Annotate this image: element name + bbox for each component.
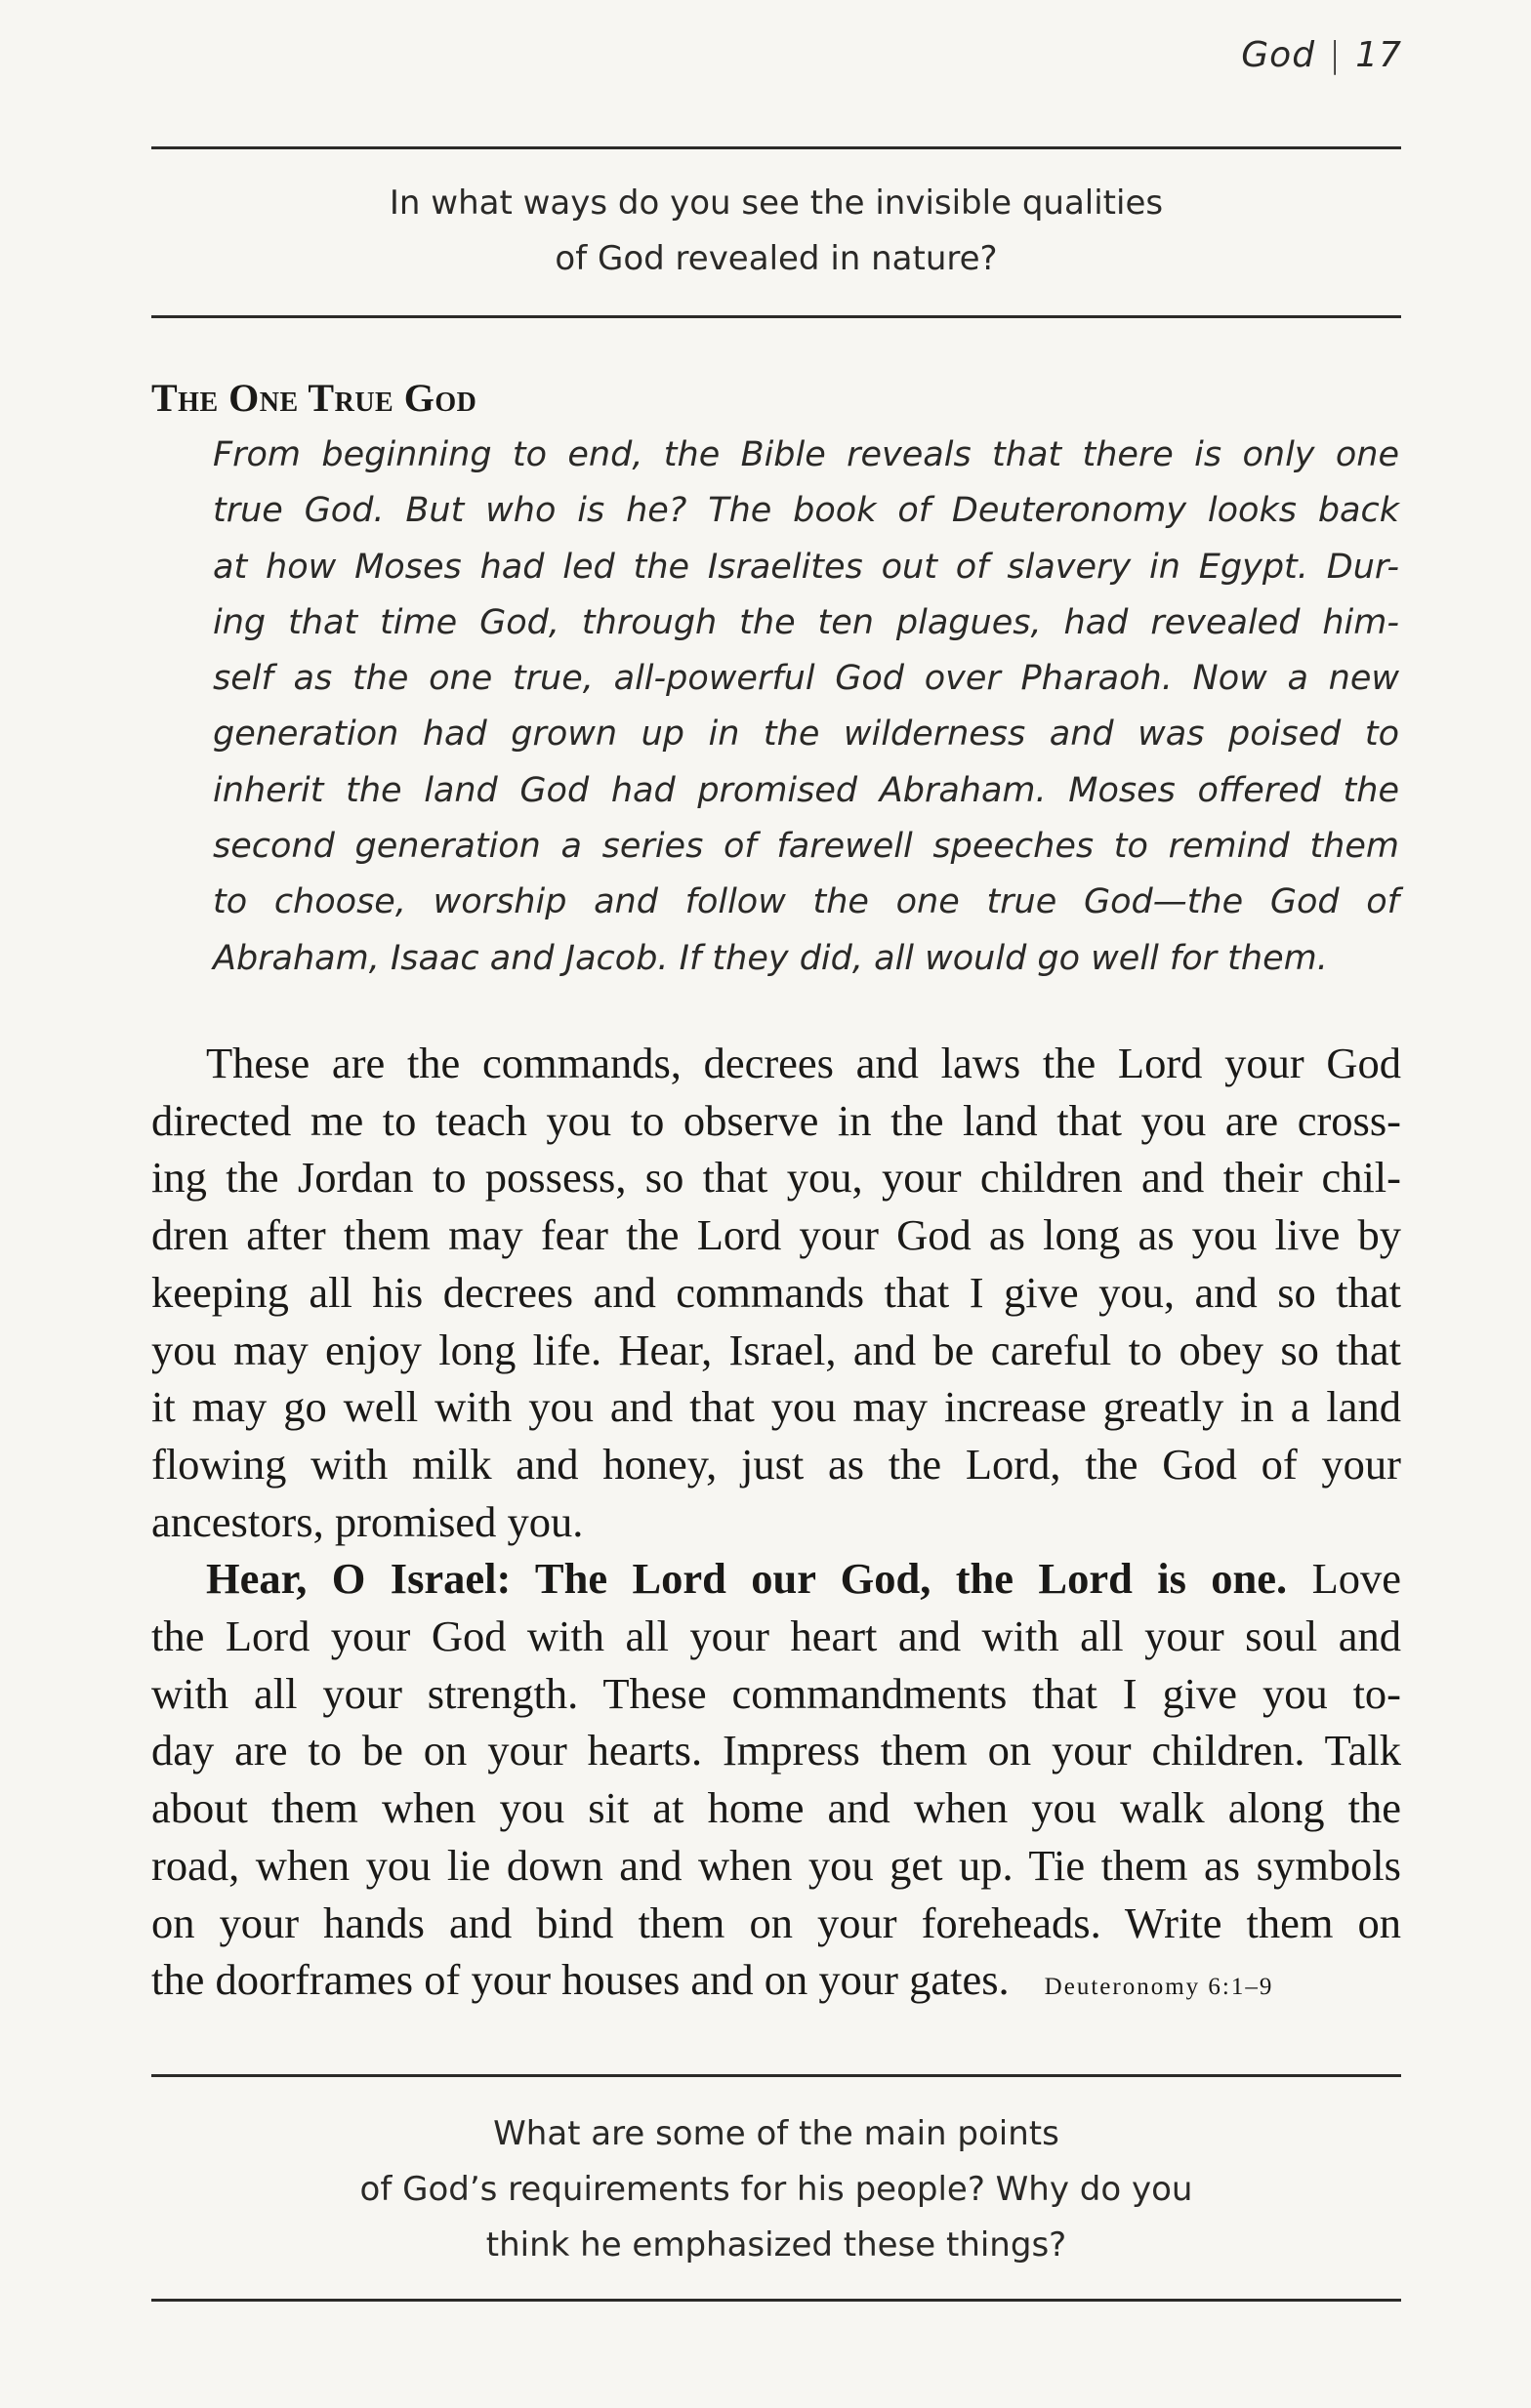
question-line: of God revealed in nature?: [555, 239, 998, 278]
question-line: of God’s requirements for his people? Why do you: [359, 2170, 1193, 2209]
scripture-line: on your hands and bind them on your foreheads. Write them on: [151, 1898, 1401, 1947]
shema-verse: Hear, O Israel: The Lord our God, the Lord is one.: [206, 1554, 1288, 1604]
bottom-question-rule-lower: [151, 2299, 1401, 2302]
top-question-rule-lower: [151, 315, 1401, 318]
intro-line: generation had grown up in the wilderness and was poised to: [213, 714, 1399, 755]
scripture-passage: [151, 1035, 1401, 2017]
scripture-line: with all your strength. These commandments that I give you to-: [151, 1668, 1401, 1718]
scripture-line: you may enjoy long life. Hear, Israel, and be careful to obey so that: [151, 1325, 1401, 1374]
page-number: 17: [1355, 35, 1402, 75]
running-head-title: God: [1241, 35, 1316, 75]
question-line: In what ways do you see the invisible qualities: [389, 184, 1164, 223]
reflection-question-requirements: [151, 2106, 1401, 2273]
scripture-line: day are to be on your hearts. Impress them on your children. Talk: [151, 1726, 1401, 1775]
running-header: [1241, 35, 1402, 75]
scripture-line: about them when you sit at home and when you walk along the: [151, 1783, 1401, 1833]
question-line: think he emphasized these things?: [485, 2225, 1067, 2265]
scripture-line: it may go well with you and that you may increase greatly in a land: [151, 1382, 1401, 1432]
top-question-rule-upper: [151, 146, 1401, 149]
scripture-last-line: [151, 1951, 1401, 2017]
scripture-line-text: the doorframes of your houses and on your gates.: [151, 1955, 1010, 2005]
intro-line: second generation a series of farewell speeches to remind them: [213, 827, 1399, 867]
shema-continuation: Love: [1287, 1554, 1402, 1604]
intro-line: self as the one true, all-powerful God over Pharaoh. Now a new: [213, 659, 1399, 699]
intro-line: Abraham, Isaac and Jacob. If they did, all would go well for them.: [213, 938, 1328, 978]
intro-line: From beginning to end, the Bible reveals that there is only one: [213, 435, 1399, 474]
scripture-line: dren after them may fear the Lord your God as long as you live by: [151, 1210, 1401, 1260]
scripture-line: These are the commands, decrees and laws the Lord your God: [206, 1039, 1401, 1087]
reflection-question-nature: [151, 176, 1401, 287]
shema-line: [151, 1550, 1401, 1608]
intro-line: at how Moses had led the Israelites out of slavery in Egypt. Dur-: [213, 547, 1399, 587]
scripture-line: keeping all his decrees and commands that I give you, and so that: [151, 1267, 1401, 1317]
intro-line: true God. But who is he? The book of Deuteronomy looks back: [213, 491, 1399, 531]
header-separator: |: [1329, 35, 1343, 75]
scripture-reference: Deuteronomy 6:1–9: [1044, 1974, 1274, 2001]
intro-line: inherit the land God had promised Abraham. Moses offered the: [213, 770, 1399, 810]
scripture-line: ing the Jordan to possess, so that you, your children and their chil-: [151, 1153, 1401, 1203]
scripture-line: the Lord your God with all your heart and with all your soul and: [151, 1612, 1401, 1661]
section-intro: [213, 428, 1399, 987]
section-title: The One True God: [151, 376, 477, 420]
question-line: What are some of the main points: [493, 2114, 1059, 2153]
bottom-question-rule-upper: [151, 2074, 1401, 2077]
scripture-line: flowing with milk and honey, just as the Lord, the God of your: [151, 1439, 1401, 1489]
scripture-line: road, when you lie down and when you get up. Tie them as symbols: [151, 1840, 1401, 1890]
scripture-line: ancestors, promised you.: [151, 1496, 584, 1546]
intro-line: to choose, worship and follow the one true God—the God of: [213, 882, 1399, 922]
scripture-line: directed me to teach you to observe in the land that you are cross-: [151, 1095, 1401, 1145]
intro-line: ing that time God, through the ten plagues, had revealed him-: [213, 602, 1399, 642]
